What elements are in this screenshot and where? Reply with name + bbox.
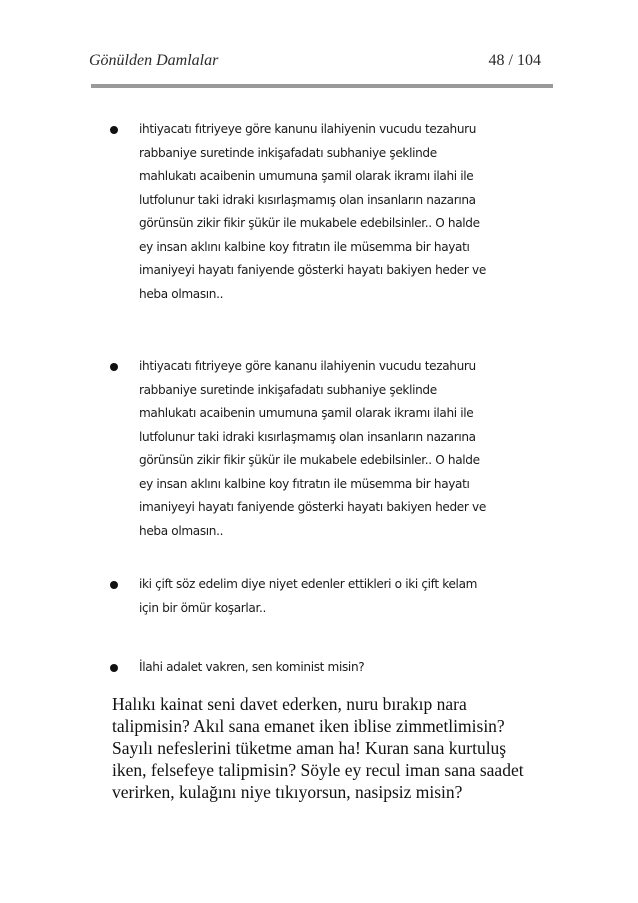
header-rule — [91, 84, 553, 88]
document-title: Gönülden Damlalar — [89, 52, 219, 69]
list-item-text: ihtiyacatı fıtriyeye göre kananu ilahiyenin vucudu tezahuru rabbaniye suretinde inkişafadatı subhaniye şeklinde mahlukatı acaibenin umumuna şamil olarak ikramı ilahi ile lutfolunur taki idraki kısırlaşmamış olan insanların nazarına görünsün zikir fikir şükür ile mukabele edebilsinler.. O halde ey insan aklını kalbine koy fıtratın ile müsemma bir hayatı imaniyeyi hayatı faniyende gösterki hayatı bakiyen heder ve heba olmasın.. — [139, 359, 486, 538]
page-number: 48 / 104 — [488, 52, 541, 69]
list-item-text: İlahi adalet vakren, sen kominist misin? — [139, 660, 365, 674]
body-paragraph: Halıkı kainat seni davet ederken, nuru bırakıp nara talipmisin? Akıl sana emanet iken iblise zimmetlimisin? Sayılı nefeslerini tüketme aman ha! Kuran sana kurtuluş iken, felsefeye talipmisin? Söyle ey recul iman sana saadet verirken, kulağını niye tıkıyorsun, nasipsiz misin? — [112, 694, 524, 802]
list-item-text: ihtiyacatı fıtriyeye göre kanunu ilahiyenin vucudu tezahuru rabbaniye suretinde inkişafadatı subhaniye şeklinde mahlukatı acaibenin umumuna şamil olarak ikramı ilahi ile lutfolunur taki idraki kısırlaşmamış olan insanların nazarına görünsün zikir fikir şükür ile mukabele edebilsinler.. O halde ey insan aklını kalbine koy fıtratın ile müsemma bir hayatı imaniyeyi hayatı faniyende gösterki hayatı bakiyen heder ve heba olmasın.. — [139, 122, 486, 301]
bullet-icon — [110, 126, 118, 134]
bullet-icon — [110, 363, 118, 371]
bullet-icon — [110, 581, 118, 589]
page-header — [89, 52, 541, 76]
list-item-text: iki çift söz edelim diye niyet edenler ettikleri o iki çift kelam için bir ömür koşarlar.. — [139, 577, 478, 615]
bullet-icon — [110, 664, 118, 672]
